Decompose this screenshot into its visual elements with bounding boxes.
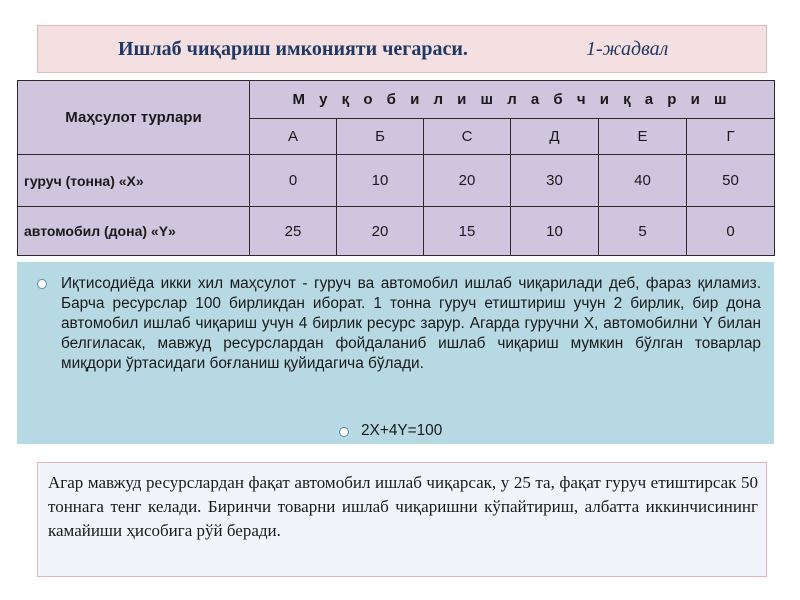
alternative-production-header: М у қ о б и л и ш л а б ч и қ а р и ш <box>250 81 775 119</box>
row-label-rice: гуруч (тонна) «Х» <box>18 155 250 207</box>
column-header: Е <box>599 119 687 155</box>
table-cell: 30 <box>511 155 599 207</box>
column-header: Г <box>687 119 775 155</box>
info-paragraph: Иқтисодиёда икки хил маҳсулот - гуруч ва автомобил ишлаб чиқарилади деб, фараз қиламиз. Барча ресурслар 100 бирликдан иборат. 1 тонна гуруч етиштириш учун 2 бирлик, бир дона автомобил ишлаб чиқариш учун 4 бирлик ресурс зарур. Агарда гуручни Х, автомобилни Y билан белгиласак, мавжуд ресурслардан фойдаланиб ишлаб чиқариш мумкин бўлган товарлар миқдори ўртасидаги боғланиш қуйидагича бўлади. <box>61 275 761 372</box>
table-cell: 10 <box>337 155 424 207</box>
column-header: Д <box>511 119 599 155</box>
table-cell: 20 <box>337 207 424 256</box>
column-header: Б <box>337 119 424 155</box>
bullet-icon <box>339 427 349 437</box>
production-table <box>17 80 775 256</box>
table-cell: 15 <box>424 207 511 256</box>
table-row <box>18 207 775 256</box>
bullet-icon <box>37 279 47 289</box>
table-cell: 10 <box>511 207 599 256</box>
row-label-car: автомобил (дона) «Y» <box>18 207 250 256</box>
note-panel <box>37 462 767 577</box>
column-header: С <box>424 119 511 155</box>
column-header: А <box>250 119 337 155</box>
table-cell: 0 <box>687 207 775 256</box>
table-row <box>18 155 775 207</box>
table-cell: 25 <box>250 207 337 256</box>
table-cell: 40 <box>599 155 687 207</box>
product-types-header: Маҳсулот турлари <box>18 81 250 155</box>
table-cell: 50 <box>687 155 775 207</box>
page-title: Ишлаб чиқариш имконияти чегараси. <box>118 38 468 60</box>
note-paragraph: Агар мавжуд ресурслардан фақат автомобил ишлаб чиқарсак, у 25 та, фақат гуруч етиштирсак 50 тоннага тенг келади. Биринчи товарни ишлаб чиқаришни кўпайтириш, албатта иккинчисининг камайиши ҳисобига рўй беради. <box>48 473 758 540</box>
title-banner <box>37 25 767 73</box>
resource-equation: 2Х+4Y=100 <box>361 422 443 439</box>
table-cell: 5 <box>599 207 687 256</box>
table-caption: 1-жадвал <box>586 38 669 60</box>
table-cell: 20 <box>424 155 511 207</box>
info-panel <box>17 262 774 444</box>
table-cell: 0 <box>250 155 337 207</box>
